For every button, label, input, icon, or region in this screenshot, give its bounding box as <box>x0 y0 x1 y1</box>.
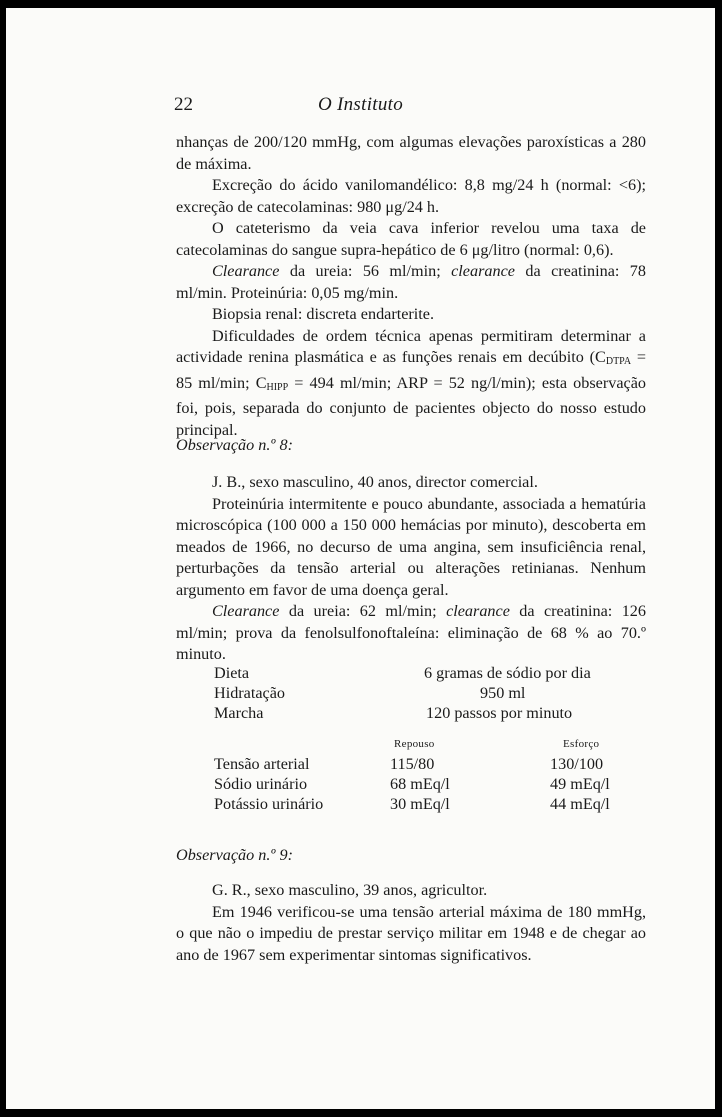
document-page <box>6 8 715 1109</box>
case9-heading: Observação n.º 9: <box>176 846 293 864</box>
italic-term: Clearance <box>212 602 280 620</box>
text-span: Dificuldades de ordem técnica apenas permitiram determinar a actividade renina plasmática e as funções renais em decúbito (C <box>176 326 646 366</box>
result-rest: 115/80 <box>390 755 435 773</box>
condition-value: 950 ml <box>480 684 526 702</box>
case7-text <box>176 132 646 441</box>
result-label: Sódio urinário <box>214 775 308 793</box>
column-header-rest: Repouso <box>394 738 435 750</box>
condition-label: Marcha <box>214 704 264 722</box>
condition-label: Dieta <box>214 664 250 682</box>
result-rest: 68 mEq/l <box>390 775 450 793</box>
case8-heading: Observação n.º 8: <box>176 436 293 454</box>
subscript: HIPP <box>266 381 289 393</box>
result-effort: 49 mEq/l <box>550 775 610 793</box>
paragraph: Proteinúria intermitente e pouco abundante, associada a hematúria microscópica (100 000 a 150 000 hemácias por minuto), descoberta em meados de 1966, no decurso de uma angina, sem insuficiência renal, perturbações da tensão arterial ou alterações retinianas. Nenhum argumento em favor de uma doença geral. <box>176 494 646 599</box>
text-span: da ureia: 62 ml/min; <box>279 602 447 620</box>
condition-label: Hidratação <box>214 684 286 702</box>
text-span: = 85 ml/min; C <box>176 348 646 392</box>
paragraph: G. R., sexo masculino, 39 anos, agricultor. <box>212 881 488 899</box>
paragraph <box>176 326 646 442</box>
paragraph: Em 1946 verificou-se uma tensão arterial máxima de 180 mmHg, o que não o impediu de prestar serviço militar em 1948 e de chegar ao ano de 1967 sem experimentar sintomas significativos. <box>176 902 646 964</box>
paragraph <box>176 601 646 666</box>
text-span: da creatinina: 78 ml/min. Proteinúria: 0,05 mg/min. <box>176 262 646 302</box>
paragraph: Excreção do ácido vanilomandélico: 8,8 mg/24 h (normal: <6); excreção de catecolaminas: 980 μg/24 h. <box>176 176 646 216</box>
text-span: = 494 ml/min; ARP = 52 ng/l/min); esta observação foi, pois, separada do conjunto de pacientes objecto do nosso estudo principal. <box>176 373 646 439</box>
subscript: DTPA <box>605 356 632 367</box>
case9-text <box>176 880 646 966</box>
result-label: Tensão arterial <box>214 755 310 773</box>
italic-term: Clearance <box>212 262 280 280</box>
result-rest: 30 mEq/l <box>390 795 450 813</box>
column-header-effort: Esforço <box>563 738 600 750</box>
case8-text <box>176 472 646 666</box>
result-effort: 130/100 <box>550 755 604 773</box>
text-span: da ureia: 56 ml/min; <box>279 262 452 280</box>
condition-value: 120 passos por minuto <box>426 704 573 722</box>
paragraph <box>176 261 646 304</box>
paragraph: J. B., sexo masculino, 40 anos, director comercial. <box>212 473 538 491</box>
result-label: Potássio urinário <box>214 795 324 813</box>
page-number: 22 <box>174 94 193 115</box>
result-effort: 44 mEq/l <box>550 795 610 813</box>
running-title: O Instituto <box>317 94 404 115</box>
paragraph: Biopsia renal: discreta endarterite. <box>212 305 435 323</box>
text-span: da creatinina: 126 ml/min; prova da fenolsulfonoftaleína: eliminação de 68 % ao 70.º minuto. <box>176 602 646 663</box>
italic-term: clearance <box>446 602 510 620</box>
condition-value: 6 gramas de sódio por dia <box>424 664 591 682</box>
paragraph: nhanças de 200/120 mmHg, com algumas elevações paroxísticas a 280 de máxima. <box>176 133 646 173</box>
italic-term: clearance <box>451 262 515 280</box>
paragraph: O cateterismo da veia cava inferior revelou uma taxa de catecolaminas do sangue supra-hepático de 6 μg/litro (normal: 0,6). <box>176 219 646 259</box>
